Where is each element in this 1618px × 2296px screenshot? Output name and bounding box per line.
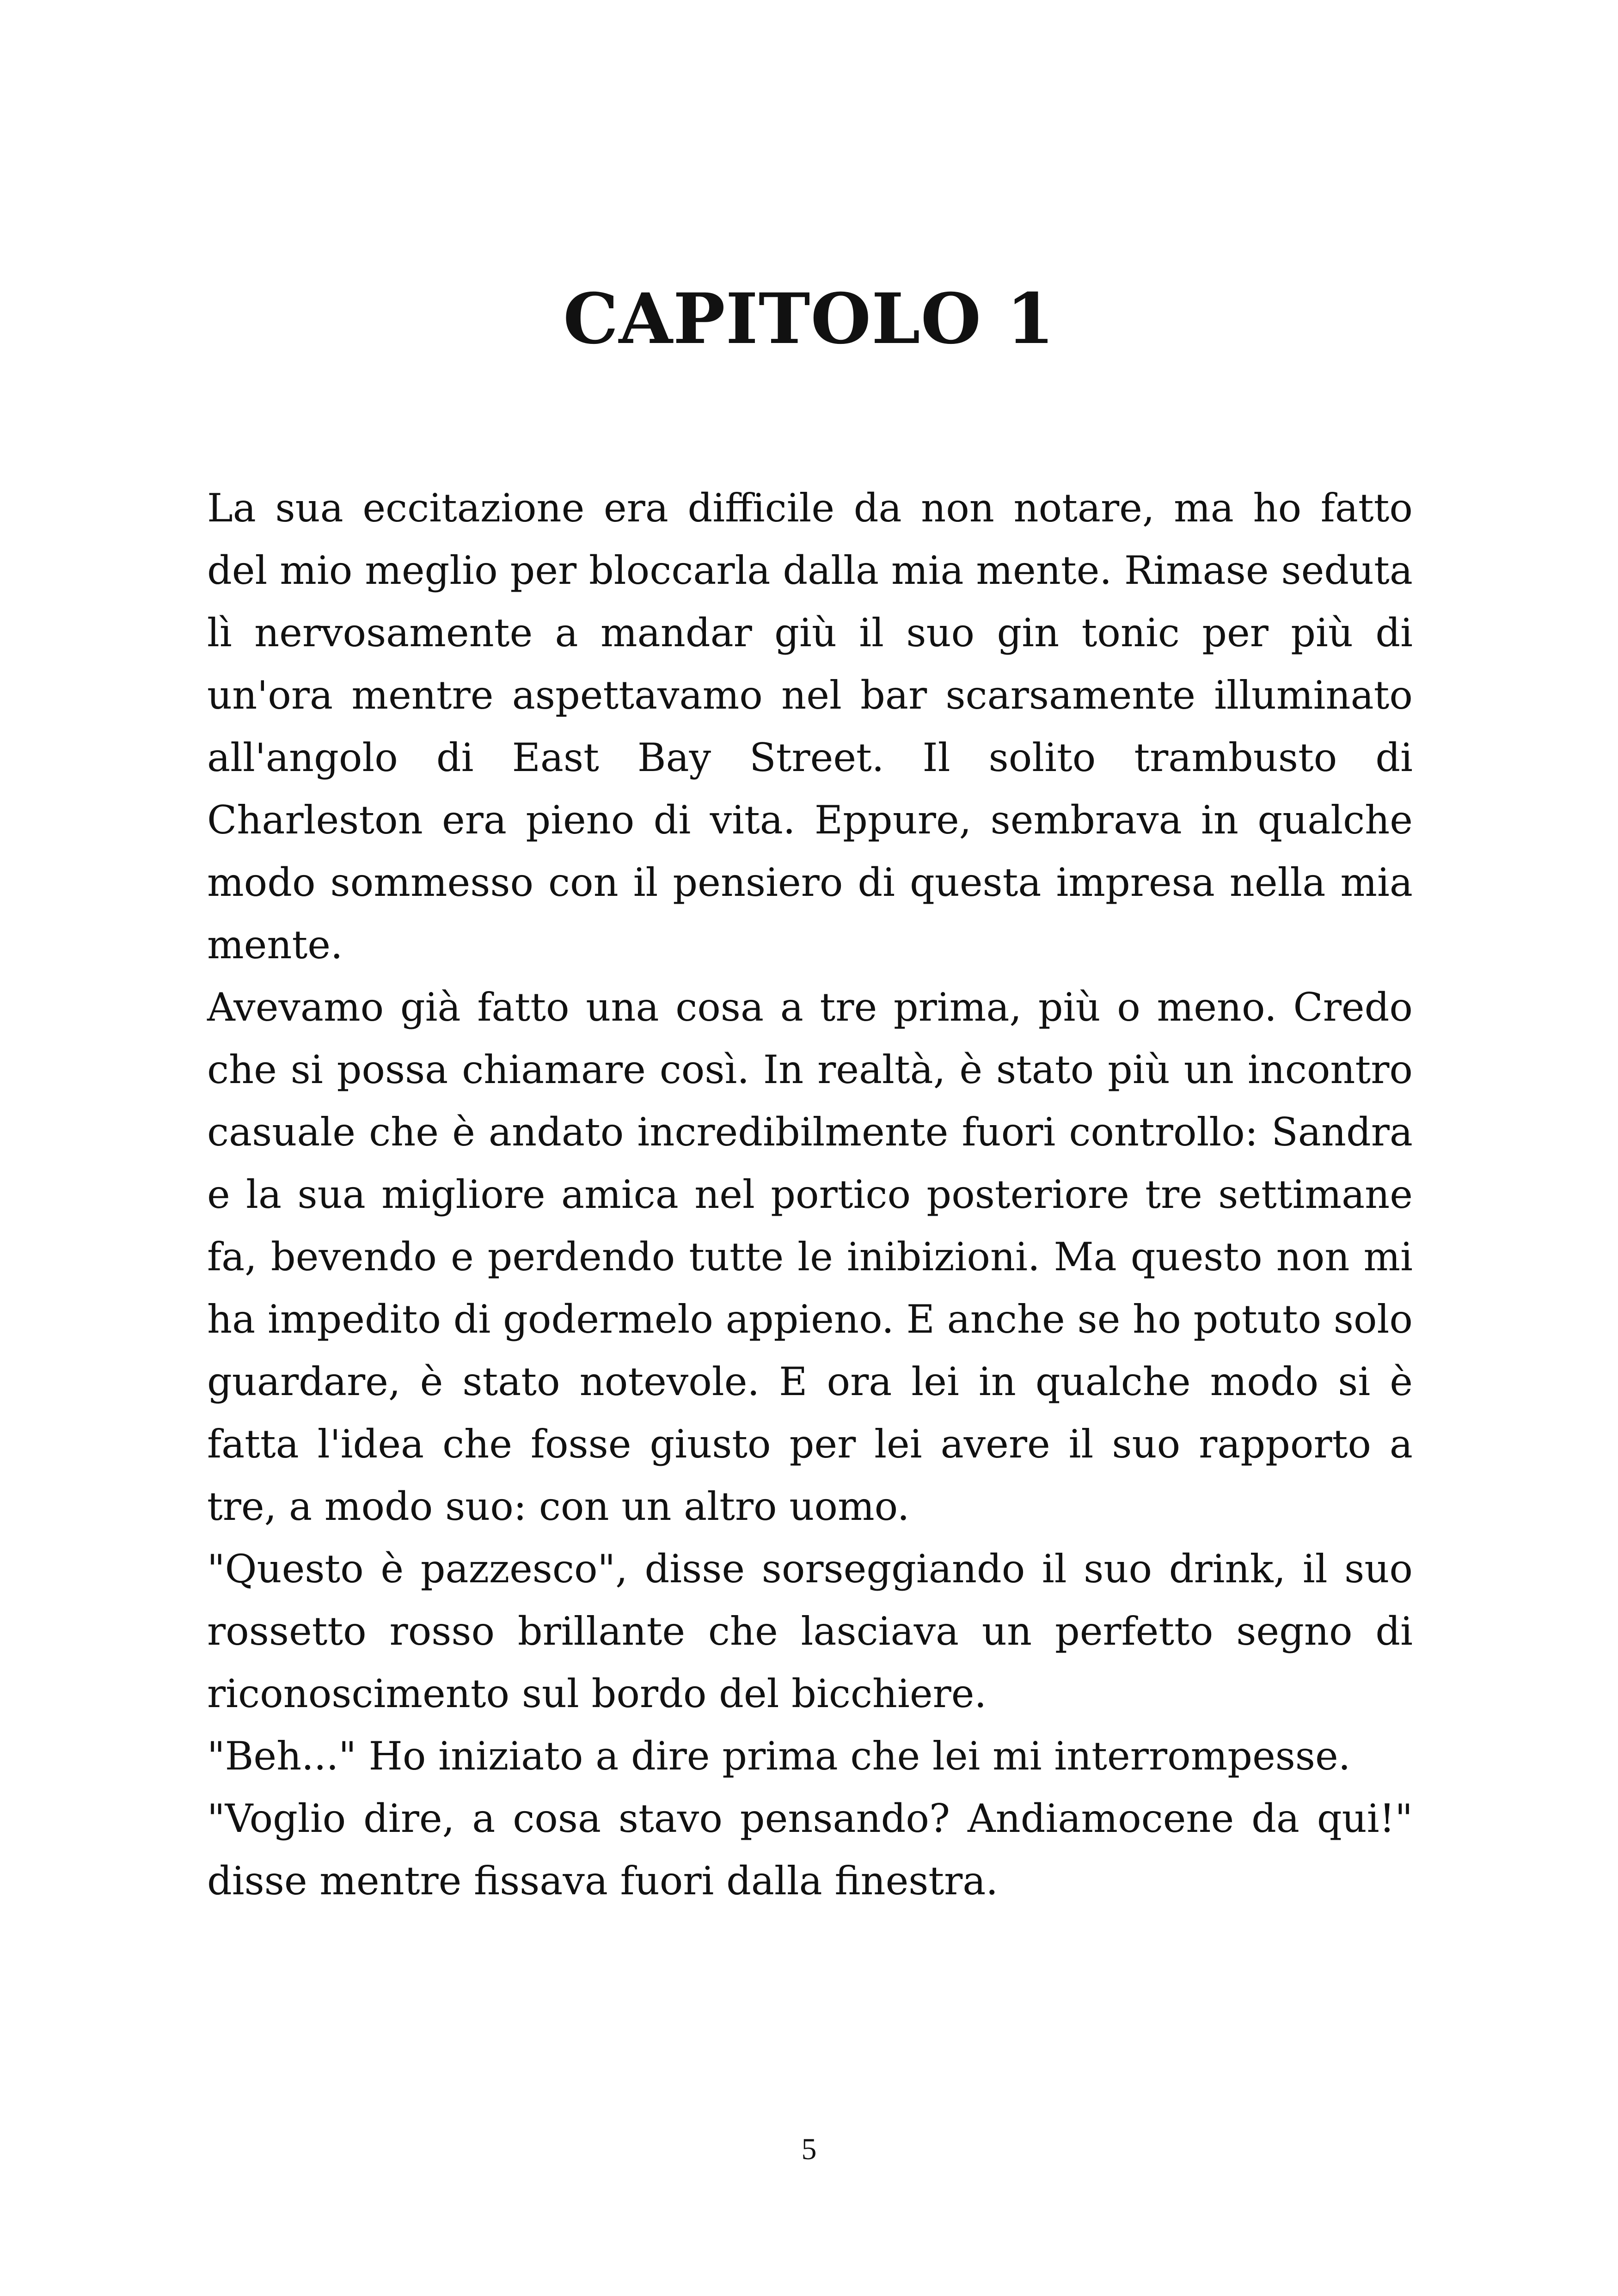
paragraph: "Voglio dire, a cosa stavo pensando? Andiamocene da qui!" disse mentre fissava fuori dalla finestra. — [207, 1796, 1413, 1904]
page-number: 5 — [801, 2132, 817, 2166]
paragraph: "Beh..." Ho iniziato a dire prima che lei mi interrompesse. — [207, 1733, 1351, 1779]
chapter-body — [207, 477, 1413, 1912]
chapter-title: CAPITOLO 1 — [563, 278, 1055, 360]
paragraph: Avevamo già fatto una cosa a tre prima, più o meno. Credo che si possa chiamare così. In realtà, è stato più un incontro casuale che è andato incredibilmente fuori controllo: Sandra e la sua migliore amica nel portico posteriore tre settimane fa, bevendo e perdendo tutte le inibizioni. Ma questo non mi ha impedito di godermelo appieno. E anche se ho potuto solo guardare, è stato notevole. E ora lei in qualche modo si è fatta l'idea che fosse giusto per lei avere il suo rapporto a tre, a modo suo: con un altro uomo. — [207, 985, 1413, 1529]
paragraph: "Questo è pazzesco", disse sorseggiando il suo drink, il suo rossetto rosso brillante che lasciava un perfetto segno di riconoscimento sul bordo del bicchiere. — [207, 1546, 1413, 1716]
paragraph: La sua eccitazione era difficile da non notare, ma ho fatto del mio meglio per bloccarla dalla mia mente. Rimase seduta lì nervosamente a mandar giù il suo gin tonic per più di un'ora mentre aspettavamo nel bar scarsamente illuminato all'angolo di East Bay Street. Il solito trambusto di Charleston era pieno di vita. Eppure, sembrava in qualche modo sommesso con il pensiero di questa impresa nella mia mente. — [207, 485, 1413, 967]
